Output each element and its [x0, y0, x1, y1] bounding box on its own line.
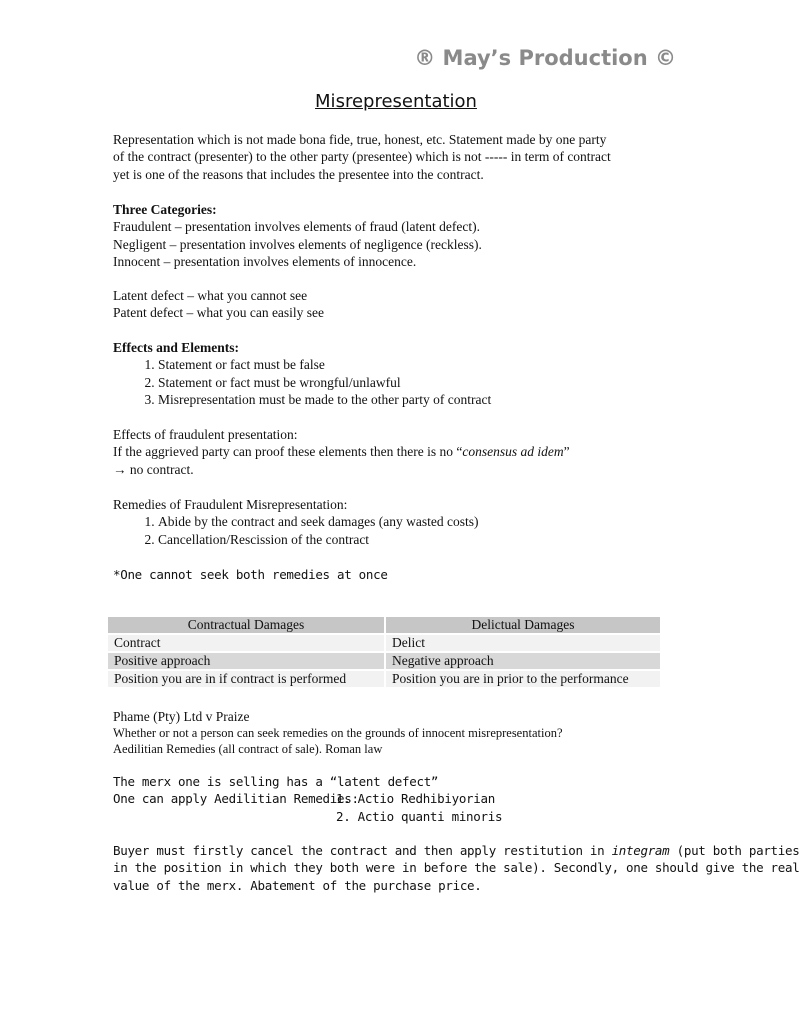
remedies-section [113, 496, 683, 548]
intro-paragraph [113, 131, 683, 183]
latin-term: integram [611, 843, 670, 858]
case-name: Phame (Pty) Ltd v Praize [113, 709, 250, 724]
merx-remedy: 2. Actio quanti minoris [336, 808, 503, 824]
table-header-row [108, 617, 660, 633]
table-cell: Negative approach [386, 653, 660, 669]
table-cell: Delict [386, 635, 660, 651]
text-run: Buyer must firstly cancel the contract and then apply restitution in [113, 843, 612, 858]
table-row [108, 635, 660, 651]
text-run: (put both parties [669, 843, 799, 858]
list-item: 2. Cancellation/Rescission of the contract [158, 531, 683, 548]
intro-line: Representation which is not made bona fide, true, honest, etc. Statement made by one party [113, 132, 607, 147]
category-item: Negligent – presentation involves elements of negligence (reckless). [113, 236, 482, 252]
table-header: Contractual Damages [108, 617, 384, 633]
table-row [108, 653, 660, 669]
category-item: Fraudulent – presentation involves elements of fraud (latent defect). [113, 219, 480, 235]
closing-line: value of the merx. Abatement of the purchase price. [113, 877, 482, 893]
table-row [108, 671, 660, 687]
table-cell: Contract [108, 635, 384, 651]
list-item: 1. Abide by the contract and seek damages (any wasted costs) [158, 513, 683, 530]
merx-section [113, 773, 683, 825]
case-line: Whether or not a person can seek remedies on the grounds of innocent misrepresentation? [113, 726, 563, 741]
table-cell: Positive approach [108, 653, 384, 669]
closing-paragraph [113, 842, 799, 894]
intro-line: yet is one of the reasons that includes the presentee into the contract. [113, 166, 484, 182]
text-run: If the aggrieved party can proof these elements then there is no “ [113, 444, 463, 460]
fraud-effects-line: Effects of fraudulent presentation: [113, 427, 298, 442]
case-line: Aedilitian Remedies (all contract of sale). Roman law [113, 742, 383, 757]
fraud-effects-line [113, 443, 683, 460]
merx-line [113, 808, 683, 825]
merx-remedy: 1. Actio Redhibiyorian [336, 791, 495, 807]
merx-line [113, 790, 683, 807]
fraud-effects-line: → no contract. [113, 461, 194, 477]
list-item: 3. Misrepresentation must be made to the other party of contract [158, 391, 683, 408]
categories-section [113, 201, 683, 271]
fraud-effects-section [113, 426, 683, 478]
remedies-note: *One cannot seek both remedies at once [113, 567, 388, 582]
categories-heading: Three Categories: [113, 202, 217, 217]
page-title: Misrepresentation [315, 91, 477, 112]
table-cell: Position you are in if contract is performed [108, 671, 384, 687]
closing-line [113, 842, 799, 859]
effects-heading: Effects and Elements: [113, 340, 239, 355]
effects-section [113, 339, 683, 409]
list-item: 1. Statement or fact must be false [158, 356, 683, 373]
merx-line: The merx one is selling has a “latent defect” [113, 774, 439, 789]
defects-section [113, 287, 683, 322]
production-header: ® May’s Production © [414, 46, 676, 70]
damages-table [106, 615, 662, 689]
closing-line: in the position in which they both were in before the sale). Secondly, one should give the real [113, 860, 799, 876]
list-item: 2. Statement or fact must be wrongful/unlawful [158, 374, 683, 391]
merx-label: One can apply Aedilitian Remedies: [113, 791, 359, 807]
defect-line: Latent defect – what you cannot see [113, 288, 308, 303]
case-section [113, 708, 683, 757]
text-run: ” [563, 444, 570, 460]
remedies-heading: Remedies of Fraudulent Misrepresentation: [113, 497, 348, 512]
table-cell: Position you are in prior to the performance [386, 671, 660, 687]
table-header: Delictual Damages [386, 617, 660, 633]
remedies-list [113, 513, 683, 548]
latin-term: consensus ad idem [462, 444, 564, 460]
intro-line: of the contract (presenter) to the other party (presentee) which is not ----- in term of contract [113, 149, 611, 165]
defect-line: Patent defect – what you can easily see [113, 305, 325, 321]
category-item: Innocent – presentation involves elements of innocence. [113, 254, 417, 270]
effects-list [113, 356, 683, 408]
